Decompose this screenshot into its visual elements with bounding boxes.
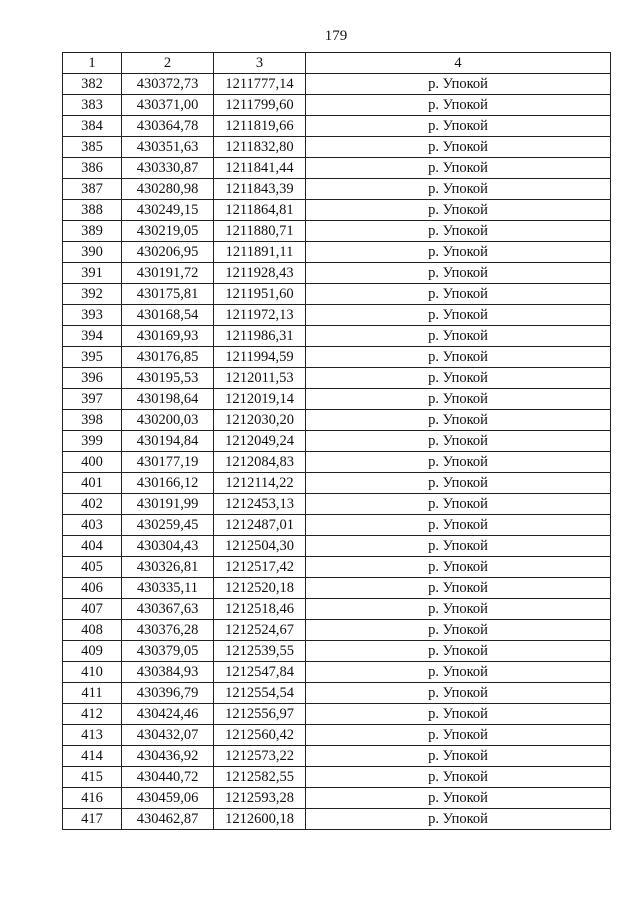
x-coordinate-cell: 430168,54: [122, 305, 214, 326]
description-cell: р. Упокой: [306, 305, 611, 326]
y-coordinate-cell: 1212520,18: [214, 578, 306, 599]
table-row: [63, 284, 611, 305]
point-number-cell: 409: [63, 641, 122, 662]
x-coordinate-cell: 430376,28: [122, 620, 214, 641]
y-coordinate-cell: 1212517,42: [214, 557, 306, 578]
point-number-cell: 394: [63, 326, 122, 347]
x-coordinate-cell: 430440,72: [122, 767, 214, 788]
description-cell: р. Упокой: [306, 683, 611, 704]
x-coordinate-cell: 430462,87: [122, 809, 214, 830]
x-coordinate-cell: 430198,64: [122, 389, 214, 410]
y-coordinate-cell: 1212030,20: [214, 410, 306, 431]
x-coordinate-cell: 430169,93: [122, 326, 214, 347]
table-row: [63, 179, 611, 200]
y-coordinate-cell: 1212518,46: [214, 599, 306, 620]
point-number-cell: 417: [63, 809, 122, 830]
y-coordinate-cell: 1211972,13: [214, 305, 306, 326]
x-coordinate-cell: 430259,45: [122, 515, 214, 536]
table-row: [63, 746, 611, 767]
point-number-cell: 397: [63, 389, 122, 410]
x-coordinate-cell: 430367,63: [122, 599, 214, 620]
y-coordinate-cell: 1211994,59: [214, 347, 306, 368]
point-number-cell: 414: [63, 746, 122, 767]
description-cell: р. Упокой: [306, 368, 611, 389]
point-number-cell: 416: [63, 788, 122, 809]
y-coordinate-cell: 1212556,97: [214, 704, 306, 725]
x-coordinate-cell: 430396,79: [122, 683, 214, 704]
table-row: [63, 431, 611, 452]
x-coordinate-cell: 430177,19: [122, 452, 214, 473]
table-row: [63, 599, 611, 620]
point-number-cell: 386: [63, 158, 122, 179]
point-number-cell: 385: [63, 137, 122, 158]
table-row: [63, 662, 611, 683]
table-row: [63, 410, 611, 431]
table-row: [63, 137, 611, 158]
point-number-cell: 396: [63, 368, 122, 389]
description-cell: р. Упокой: [306, 116, 611, 137]
description-cell: р. Упокой: [306, 200, 611, 221]
point-number-cell: 404: [63, 536, 122, 557]
point-number-cell: 410: [63, 662, 122, 683]
x-coordinate-cell: 430351,63: [122, 137, 214, 158]
x-coordinate-cell: 430379,05: [122, 641, 214, 662]
y-coordinate-cell: 1211880,71: [214, 221, 306, 242]
description-cell: р. Упокой: [306, 704, 611, 725]
column-header-4: 4: [306, 53, 611, 74]
table-row: [63, 620, 611, 641]
table-row: [63, 242, 611, 263]
x-coordinate-cell: 430424,46: [122, 704, 214, 725]
description-cell: р. Упокой: [306, 158, 611, 179]
x-coordinate-cell: 430175,81: [122, 284, 214, 305]
y-coordinate-cell: 1211841,44: [214, 158, 306, 179]
point-number-cell: 384: [63, 116, 122, 137]
point-number-cell: 392: [63, 284, 122, 305]
point-number-cell: 411: [63, 683, 122, 704]
table-row: [63, 368, 611, 389]
x-coordinate-cell: 430432,07: [122, 725, 214, 746]
point-number-cell: 399: [63, 431, 122, 452]
table-row: [63, 263, 611, 284]
y-coordinate-cell: 1212554,54: [214, 683, 306, 704]
table-row: [63, 641, 611, 662]
description-cell: р. Упокой: [306, 242, 611, 263]
point-number-cell: 393: [63, 305, 122, 326]
x-coordinate-cell: 430191,72: [122, 263, 214, 284]
point-number-cell: 401: [63, 473, 122, 494]
description-cell: р. Упокой: [306, 809, 611, 830]
table-row: [63, 95, 611, 116]
y-coordinate-cell: 1212539,55: [214, 641, 306, 662]
x-coordinate-cell: 430194,84: [122, 431, 214, 452]
table-row: [63, 200, 611, 221]
table-row: [63, 767, 611, 788]
y-coordinate-cell: 1212011,53: [214, 368, 306, 389]
description-cell: р. Упокой: [306, 788, 611, 809]
y-coordinate-cell: 1212453,13: [214, 494, 306, 515]
table-row: [63, 221, 611, 242]
table-row: [63, 683, 611, 704]
description-cell: р. Упокой: [306, 137, 611, 158]
description-cell: р. Упокой: [306, 452, 611, 473]
x-coordinate-cell: 430371,00: [122, 95, 214, 116]
y-coordinate-cell: 1211986,31: [214, 326, 306, 347]
description-cell: р. Упокой: [306, 725, 611, 746]
table-row: [63, 74, 611, 95]
table-row: [63, 578, 611, 599]
point-number-cell: 387: [63, 179, 122, 200]
point-number-cell: 402: [63, 494, 122, 515]
description-cell: р. Упокой: [306, 326, 611, 347]
column-header-2: 2: [122, 53, 214, 74]
y-coordinate-cell: 1211864,81: [214, 200, 306, 221]
description-cell: р. Упокой: [306, 767, 611, 788]
table-row: [63, 515, 611, 536]
x-coordinate-cell: 430195,53: [122, 368, 214, 389]
description-cell: р. Упокой: [306, 263, 611, 284]
description-cell: р. Упокой: [306, 578, 611, 599]
table-row: [63, 389, 611, 410]
point-number-cell: 406: [63, 578, 122, 599]
point-number-cell: 412: [63, 704, 122, 725]
table-row: [63, 809, 611, 830]
table-row: [63, 725, 611, 746]
description-cell: р. Упокой: [306, 494, 611, 515]
description-cell: р. Упокой: [306, 95, 611, 116]
y-coordinate-cell: 1211928,43: [214, 263, 306, 284]
column-header-3: 3: [214, 53, 306, 74]
x-coordinate-cell: 430280,98: [122, 179, 214, 200]
description-cell: р. Упокой: [306, 284, 611, 305]
description-cell: р. Упокой: [306, 662, 611, 683]
description-cell: р. Упокой: [306, 536, 611, 557]
point-number-cell: 407: [63, 599, 122, 620]
point-number-cell: 389: [63, 221, 122, 242]
y-coordinate-cell: 1212114,22: [214, 473, 306, 494]
point-number-cell: 415: [63, 767, 122, 788]
y-coordinate-cell: 1211777,14: [214, 74, 306, 95]
y-coordinate-cell: 1212049,24: [214, 431, 306, 452]
y-coordinate-cell: 1212582,55: [214, 767, 306, 788]
y-coordinate-cell: 1212524,67: [214, 620, 306, 641]
y-coordinate-cell: 1212019,14: [214, 389, 306, 410]
y-coordinate-cell: 1211891,11: [214, 242, 306, 263]
y-coordinate-cell: 1212504,30: [214, 536, 306, 557]
x-coordinate-cell: 430166,12: [122, 473, 214, 494]
x-coordinate-cell: 430304,43: [122, 536, 214, 557]
y-coordinate-cell: 1212487,01: [214, 515, 306, 536]
y-coordinate-cell: 1212560,42: [214, 725, 306, 746]
x-coordinate-cell: 430436,92: [122, 746, 214, 767]
point-number-cell: 408: [63, 620, 122, 641]
page-number: 179: [324, 28, 348, 44]
point-number-cell: 391: [63, 263, 122, 284]
description-cell: р. Упокой: [306, 389, 611, 410]
coordinates-table: [62, 52, 611, 830]
y-coordinate-cell: 1211819,66: [214, 116, 306, 137]
y-coordinate-cell: 1212573,22: [214, 746, 306, 767]
table-header-row: [63, 53, 611, 74]
y-coordinate-cell: 1212593,28: [214, 788, 306, 809]
description-cell: р. Упокой: [306, 347, 611, 368]
description-cell: р. Упокой: [306, 179, 611, 200]
x-coordinate-cell: 430384,93: [122, 662, 214, 683]
description-cell: р. Упокой: [306, 221, 611, 242]
x-coordinate-cell: 430206,95: [122, 242, 214, 263]
y-coordinate-cell: 1211951,60: [214, 284, 306, 305]
y-coordinate-cell: 1212084,83: [214, 452, 306, 473]
description-cell: р. Упокой: [306, 620, 611, 641]
table-row: [63, 788, 611, 809]
point-number-cell: 398: [63, 410, 122, 431]
description-cell: р. Упокой: [306, 641, 611, 662]
x-coordinate-cell: 430372,73: [122, 74, 214, 95]
description-cell: р. Упокой: [306, 431, 611, 452]
point-number-cell: 388: [63, 200, 122, 221]
x-coordinate-cell: 430200,03: [122, 410, 214, 431]
description-cell: р. Упокой: [306, 410, 611, 431]
table-row: [63, 116, 611, 137]
table-row: [63, 326, 611, 347]
table-row: [63, 305, 611, 326]
y-coordinate-cell: 1211832,80: [214, 137, 306, 158]
point-number-cell: 400: [63, 452, 122, 473]
x-coordinate-cell: 430326,81: [122, 557, 214, 578]
table-body: [63, 74, 611, 830]
table-row: [63, 158, 611, 179]
table-row: [63, 473, 611, 494]
x-coordinate-cell: 430459,06: [122, 788, 214, 809]
description-cell: р. Упокой: [306, 746, 611, 767]
table-row: [63, 452, 611, 473]
x-coordinate-cell: 430191,99: [122, 494, 214, 515]
point-number-cell: 405: [63, 557, 122, 578]
description-cell: р. Упокой: [306, 74, 611, 95]
x-coordinate-cell: 430335,11: [122, 578, 214, 599]
x-coordinate-cell: 430249,15: [122, 200, 214, 221]
x-coordinate-cell: 430364,78: [122, 116, 214, 137]
x-coordinate-cell: 430176,85: [122, 347, 214, 368]
column-header-1: 1: [63, 53, 122, 74]
y-coordinate-cell: 1212547,84: [214, 662, 306, 683]
point-number-cell: 383: [63, 95, 122, 116]
y-coordinate-cell: 1211843,39: [214, 179, 306, 200]
point-number-cell: 390: [63, 242, 122, 263]
point-number-cell: 413: [63, 725, 122, 746]
table-row: [63, 704, 611, 725]
table-row: [63, 347, 611, 368]
y-coordinate-cell: 1212600,18: [214, 809, 306, 830]
x-coordinate-cell: 430330,87: [122, 158, 214, 179]
point-number-cell: 395: [63, 347, 122, 368]
description-cell: р. Упокой: [306, 557, 611, 578]
y-coordinate-cell: 1211799,60: [214, 95, 306, 116]
description-cell: р. Упокой: [306, 599, 611, 620]
x-coordinate-cell: 430219,05: [122, 221, 214, 242]
description-cell: р. Упокой: [306, 515, 611, 536]
point-number-cell: 403: [63, 515, 122, 536]
table-row: [63, 557, 611, 578]
table-row: [63, 494, 611, 515]
table-row: [63, 536, 611, 557]
description-cell: р. Упокой: [306, 473, 611, 494]
point-number-cell: 382: [63, 74, 122, 95]
